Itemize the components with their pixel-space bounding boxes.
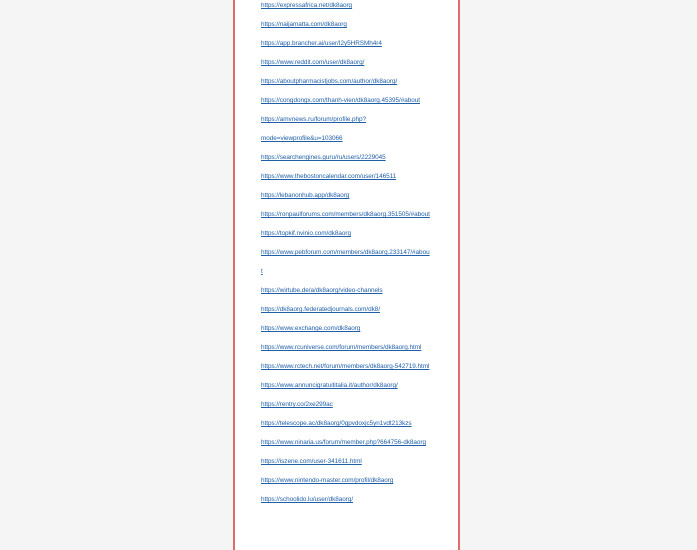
list-item	[261, 164, 451, 183]
profile-link-continuation[interactable]: t	[261, 268, 263, 275]
profile-link[interactable]: https://amvnews.ru/forum/profile.php?	[261, 116, 367, 123]
profile-link[interactable]: https://app.brancher.ai/user/I2y5HRSMh4r4	[261, 40, 382, 47]
list-item	[261, 297, 451, 316]
list-item	[261, 354, 451, 373]
profile-link-continuation[interactable]: mode=viewprofile&u=103066	[261, 135, 343, 142]
list-item	[261, 487, 451, 506]
profile-link[interactable]: https://www.annuncigratuititalia.it/author/dk8aorg/	[261, 382, 398, 389]
profile-link[interactable]: https://dk8aorg.federatedjournals.com/dk8/	[261, 306, 381, 313]
list-item	[261, 126, 451, 145]
list-item	[261, 31, 451, 50]
list-item	[261, 240, 451, 259]
list-item	[261, 107, 451, 126]
list-item	[261, 316, 451, 335]
list-item	[261, 468, 451, 487]
profile-link[interactable]: https://expressafrica.net/dk8aorg	[261, 2, 353, 9]
profile-link[interactable]: https://wirtube.de/a/dk8aorg/video-channels	[261, 287, 383, 294]
profile-link[interactable]: https://rentry.co/2xe299ac	[261, 401, 333, 408]
profile-link[interactable]: https://www.nintendo-master.com/profil/dk8aorg	[261, 477, 394, 484]
list-item	[261, 202, 451, 221]
list-item	[261, 449, 451, 468]
list-item	[261, 88, 451, 107]
list-item	[261, 373, 451, 392]
profile-link[interactable]: https://iszene.com/user-341611.html	[261, 458, 362, 465]
list-item	[261, 335, 451, 354]
list-item	[261, 430, 451, 449]
profile-link[interactable]: https://searchengines.guru/ru/users/2229045	[261, 154, 386, 161]
profile-link[interactable]: https://aboutpharmacistjobs.com/author/dk8aorg/	[261, 78, 398, 85]
profile-link[interactable]: https://www.exchange.com/dk8aorg	[261, 325, 361, 332]
list-item	[261, 411, 451, 430]
profile-link[interactable]: https://naijamatta.com/dk8aorg	[261, 21, 347, 28]
list-item	[261, 221, 451, 240]
list-item	[261, 278, 451, 297]
profile-link[interactable]: https://www.thebostoncalendar.com/user/146511	[261, 173, 397, 180]
profile-link[interactable]: https://telescope.ac/dk8aorg/0gpvdoxjc5yn1vdt213kzs	[261, 420, 412, 427]
profile-link[interactable]: https://topkif.nvinio.com/dk8aorg	[261, 230, 351, 237]
profile-link[interactable]: https://lebanonhub.app/dk8aorg	[261, 192, 350, 199]
profile-link[interactable]: https://www.reddit.com/user/dk8aorg/	[261, 59, 365, 66]
list-item	[261, 50, 451, 69]
profile-link[interactable]: https://schoolido.lu/user/dk8aorg/	[261, 496, 354, 503]
list-item	[261, 12, 451, 31]
profile-link[interactable]: https://www.rctech.net/forum/members/dk8aorg-542719.html	[261, 363, 430, 370]
profile-link[interactable]: https://ronpaulforums.com/members/dk8aorg.351505/#about	[261, 211, 430, 218]
link-list	[261, 0, 451, 506]
list-item	[261, 145, 451, 164]
list-item	[261, 259, 451, 278]
profile-link[interactable]: https://congdongx.com/thanh-vien/dk8aorg.45395/#about	[261, 97, 421, 104]
profile-link[interactable]: https://www.ninaria.us/forum/member.php?664756-dk8aorg	[261, 439, 426, 446]
document-page	[233, 0, 460, 550]
profile-link[interactable]: https://www.pebforum.com/members/dk8aorg.233147/#abou	[261, 249, 430, 256]
profile-link[interactable]: https://www.rcuniverse.com/forum/members/dk8aorg.html	[261, 344, 422, 351]
list-item	[261, 183, 451, 202]
list-item	[261, 69, 451, 88]
list-item	[261, 392, 451, 411]
list-item	[261, 0, 451, 12]
